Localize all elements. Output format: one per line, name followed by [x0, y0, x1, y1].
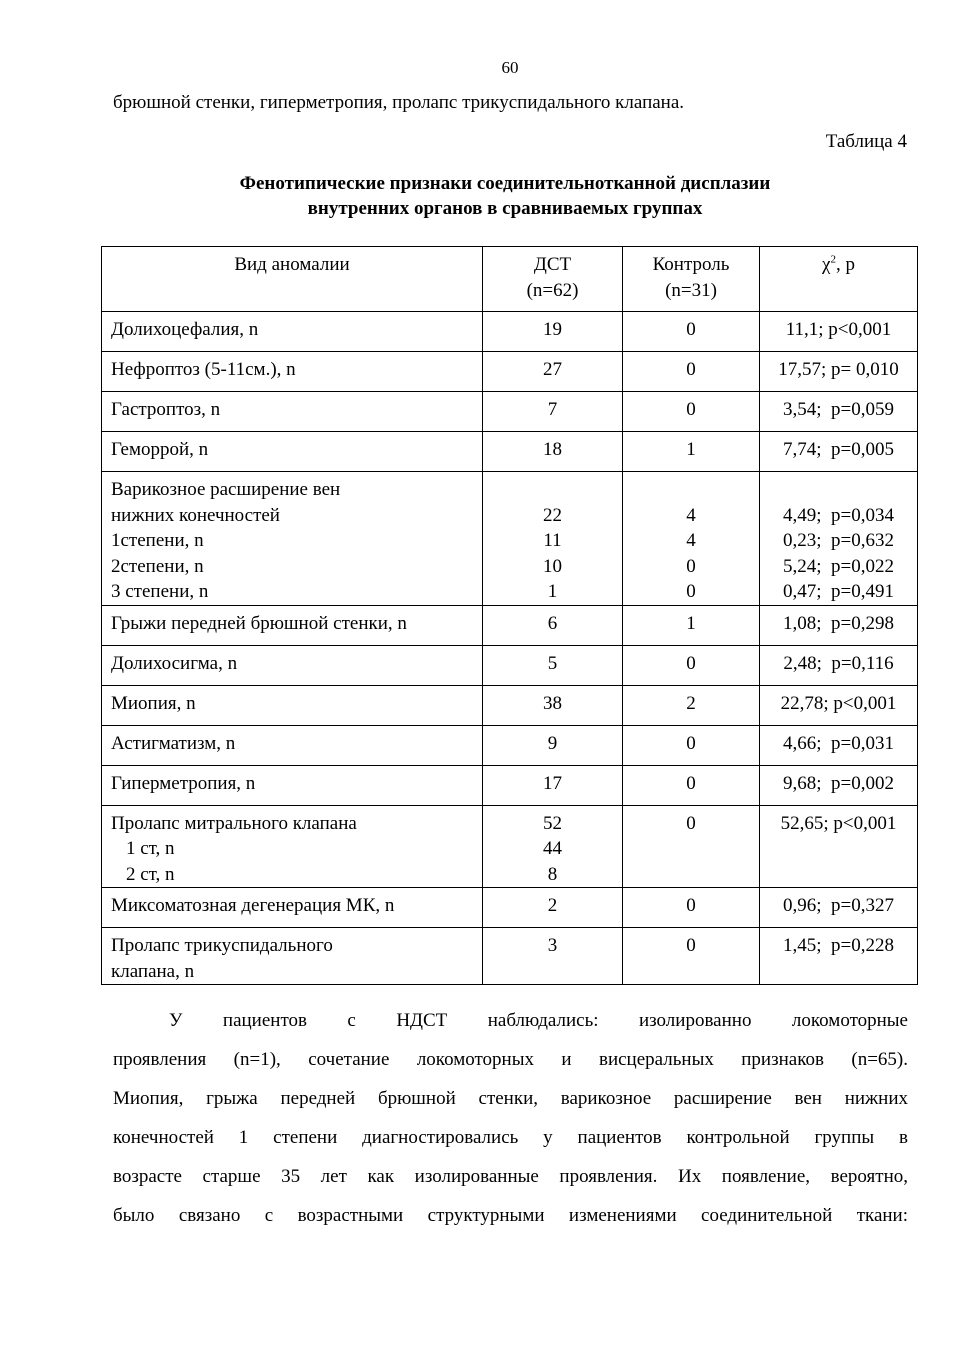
cell-dst-line: 17	[543, 772, 562, 794]
cell-dst-line: 6	[547, 612, 558, 634]
cell-dst	[483, 352, 623, 392]
cell-chi-square	[760, 685, 918, 725]
paragraph-line: Миопия, грыжа передней брюшной стенки, варикозное расширение вен нижних	[113, 1088, 908, 1109]
cell-anomaly-line: Гастроптоз, n	[111, 399, 221, 420]
cell-dst	[483, 685, 623, 725]
cell-dst	[483, 645, 623, 685]
cell-dst	[483, 888, 623, 928]
cell-chi-square-line: 22,78; p<0,001	[780, 692, 897, 714]
cell-anomaly-line: 1 ст, n	[126, 838, 175, 859]
cell-dst-line: 2	[547, 895, 558, 916]
header-dst	[483, 247, 623, 312]
cell-anomaly-line: клапана, n	[111, 960, 195, 982]
cell-chi-square	[760, 605, 918, 645]
cell-control	[623, 645, 760, 685]
cell-chi-square-line: 1,08; p=0,298	[783, 612, 894, 634]
cell-anomaly	[102, 605, 483, 645]
table-row	[102, 432, 918, 472]
cell-dst-line	[483, 477, 622, 503]
cell-dst	[483, 392, 623, 432]
paragraph-line: было связано с возрастными структурными изменениями соединительной ткани:	[113, 1205, 908, 1226]
table-row	[102, 725, 918, 765]
cell-chi-square-line: 7,74; p=0,005	[783, 439, 894, 460]
cell-chi-square	[760, 352, 918, 392]
cell-control-line: 2	[686, 692, 696, 714]
cell-dst-line: 44	[543, 838, 562, 859]
cell-anomaly	[102, 645, 483, 685]
cell-anomaly	[102, 352, 483, 392]
cell-anomaly	[102, 765, 483, 805]
cell-control	[623, 725, 760, 765]
cell-chi-square-line	[760, 836, 917, 862]
cell-chi-square	[760, 805, 918, 888]
header-chi-superscript: 2	[830, 253, 836, 266]
table-title-line: Фенотипические признаки соединительнотканной дисплазии	[239, 173, 771, 194]
cell-chi-square-line: 4,49; p=0,034	[783, 504, 894, 526]
cell-dst	[483, 805, 623, 888]
cell-dst-line: 1	[547, 581, 558, 602]
cell-anomaly	[102, 472, 483, 606]
cell-anomaly	[102, 392, 483, 432]
page-number: 60	[501, 58, 519, 77]
cell-chi-square	[760, 645, 918, 685]
header-control-count: (n=31)	[665, 279, 717, 301]
cell-chi-square	[760, 928, 918, 985]
cell-control-line: 0	[686, 399, 696, 420]
cell-control-line: 0	[686, 581, 696, 602]
cell-control-line: 1	[686, 612, 696, 634]
cell-dst-line: 3	[547, 935, 558, 956]
cell-control	[623, 765, 760, 805]
header-dst-count: (n=62)	[526, 279, 579, 301]
cell-chi-square	[760, 432, 918, 472]
cell-anomaly	[102, 888, 483, 928]
cell-dst-line: 52	[543, 812, 562, 834]
cell-chi-square	[760, 392, 918, 432]
cell-chi-square	[760, 888, 918, 928]
cell-anomaly-line: Грыжи передней брюшной стенки, n	[111, 612, 407, 634]
table-caption: Таблица 4	[825, 131, 907, 152]
cell-anomaly-line: Пролапс митрального клапана	[111, 812, 357, 834]
cell-chi-square-line: 11,1; p<0,001	[785, 319, 892, 340]
cell-control-line	[623, 477, 759, 503]
paragraph-line: У пациентов с НДСТ наблюдались: изолированно локомоторные	[169, 1010, 908, 1031]
cell-anomaly	[102, 725, 483, 765]
cell-anomaly-line: 2 ст, n	[126, 863, 175, 885]
cell-chi-square-line: 0,23; p=0,632	[783, 530, 894, 551]
cell-dst	[483, 765, 623, 805]
table-row	[102, 312, 918, 352]
cell-anomaly-line: Нефроптоз (5-11см.), n	[111, 359, 296, 380]
cell-chi-square-line: 5,24; p=0,022	[783, 555, 894, 577]
data-table	[101, 246, 918, 985]
table-title	[140, 171, 870, 221]
cell-control-line: 0	[686, 895, 696, 916]
cell-control	[623, 605, 760, 645]
table-row	[102, 805, 918, 888]
header-dst-label: ДСТ	[533, 254, 572, 275]
cell-chi-square-line	[760, 477, 917, 503]
cell-anomaly-line: Астигматизм, n	[111, 732, 236, 754]
cell-anomaly-line: 2степени, n	[111, 555, 204, 577]
cell-dst	[483, 605, 623, 645]
cell-control	[623, 888, 760, 928]
cell-anomaly-line: Гиперметропия, n	[111, 772, 256, 794]
cell-anomaly-line: Миксоматозная дегенерация МК, n	[111, 895, 395, 916]
cell-chi-square	[760, 765, 918, 805]
cell-dst-line: 27	[543, 359, 562, 380]
cell-chi-square-line	[760, 862, 917, 888]
table-title-line: внутренних органов в сравниваемых группах	[307, 198, 703, 219]
paragraph-line: проявления (n=1), сочетание локомоторных и висцеральных признаков (n=65).	[113, 1049, 908, 1070]
cell-dst-line: 22	[543, 504, 562, 526]
table-row	[102, 645, 918, 685]
cell-dst	[483, 432, 623, 472]
table-row	[102, 888, 918, 928]
cell-control-line: 4	[686, 530, 696, 551]
table-row	[102, 765, 918, 805]
cell-dst	[483, 312, 623, 352]
cell-control-line: 0	[686, 772, 696, 794]
cell-anomaly	[102, 805, 483, 888]
cell-dst-line: 7	[547, 399, 558, 420]
cell-anomaly-line: Миопия, n	[111, 692, 196, 714]
cell-control	[623, 472, 760, 606]
cell-dst-line: 10	[543, 555, 562, 577]
cell-chi-square-line: 17,57; p= 0,010	[778, 359, 899, 380]
paragraph-line: конечностей 1 степени диагностировались у пациентов контрольной группы в	[113, 1127, 908, 1148]
cell-anomaly-line: Геморрой, n	[111, 439, 209, 460]
table-row	[102, 472, 918, 606]
paragraph-line: возрасте старше 35 лет как изолированные проявления. Их появление, вероятно,	[113, 1166, 908, 1187]
table-row	[102, 352, 918, 392]
cell-control-line	[623, 836, 759, 862]
cell-control	[623, 805, 760, 888]
cell-control	[623, 392, 760, 432]
cell-control-line	[623, 862, 759, 888]
cell-chi-square	[760, 472, 918, 606]
cell-dst-line: 19	[543, 319, 562, 340]
cell-anomaly-line: Пролапс трикуспидального	[111, 935, 333, 956]
cell-control-line: 1	[686, 439, 696, 460]
cell-control	[623, 685, 760, 725]
table-row	[102, 928, 918, 985]
cell-control-line: 0	[686, 812, 696, 834]
cell-anomaly-line: нижних конечностей	[111, 504, 280, 526]
cell-control-line: 0	[686, 652, 696, 674]
header-anomaly-type-label: Вид аномалии	[234, 254, 350, 275]
cell-dst-line: 5	[547, 652, 558, 674]
cell-dst-line: 8	[547, 863, 558, 885]
cell-dst	[483, 472, 623, 606]
cell-control	[623, 928, 760, 985]
cell-chi-square-line: 1,45; p=0,228	[783, 935, 894, 956]
cell-chi-square-line: 2,48; p=0,116	[783, 652, 894, 674]
cell-control	[623, 352, 760, 392]
cell-chi-square-line: 0,47; p=0,491	[783, 581, 894, 602]
body-paragraph	[113, 1001, 908, 1235]
cell-anomaly-line: Варикозное расширение вен	[111, 479, 341, 500]
cell-control-line: 0	[686, 555, 696, 577]
table-row	[102, 685, 918, 725]
cell-chi-square-line: 0,96; p=0,327	[783, 895, 894, 916]
cell-chi-square	[760, 312, 918, 352]
cell-chi-square	[760, 725, 918, 765]
cell-anomaly	[102, 685, 483, 725]
cell-anomaly	[102, 312, 483, 352]
header-chi-square	[760, 247, 918, 312]
cell-dst-line: 38	[543, 692, 562, 714]
cell-anomaly-line: Долихоцефалия, n	[111, 319, 259, 340]
cell-chi-square-line: 9,68; p=0,002	[783, 772, 894, 794]
cell-chi-square-line: 3,54; p=0,059	[783, 399, 894, 420]
cell-anomaly	[102, 432, 483, 472]
cell-dst-line: 11	[543, 530, 562, 551]
cell-control-line: 0	[686, 732, 696, 754]
cell-dst-line: 9	[547, 732, 558, 754]
header-chi-symbol: χ	[822, 254, 831, 275]
cell-anomaly-line: Долихосигма, n	[111, 652, 238, 674]
cell-chi-square-line: 52,65; p<0,001	[780, 812, 897, 834]
cell-control-line: 0	[686, 359, 696, 380]
intro-text-line: брюшной стенки, гиперметропия, пролапс трикуспидального клапана.	[113, 92, 685, 113]
cell-control	[623, 312, 760, 352]
cell-control	[623, 432, 760, 472]
header-chi-rest: , p	[835, 254, 855, 275]
cell-chi-square-line: 4,66; p=0,031	[783, 732, 894, 754]
table-header-row	[102, 247, 918, 312]
cell-dst	[483, 725, 623, 765]
cell-anomaly-line: 1степени, n	[111, 530, 204, 551]
cell-control-line: 0	[686, 319, 696, 340]
header-anomaly-type	[102, 247, 483, 312]
table-row	[102, 392, 918, 432]
cell-control-line: 4	[686, 504, 696, 526]
cell-anomaly	[102, 928, 483, 985]
header-control	[623, 247, 760, 312]
cell-dst	[483, 928, 623, 985]
cell-anomaly-line: 3 степени, n	[111, 581, 209, 602]
header-control-label: Контроль	[652, 254, 730, 275]
cell-dst-line: 18	[543, 439, 562, 460]
cell-control-line: 0	[686, 935, 696, 956]
table-row	[102, 605, 918, 645]
